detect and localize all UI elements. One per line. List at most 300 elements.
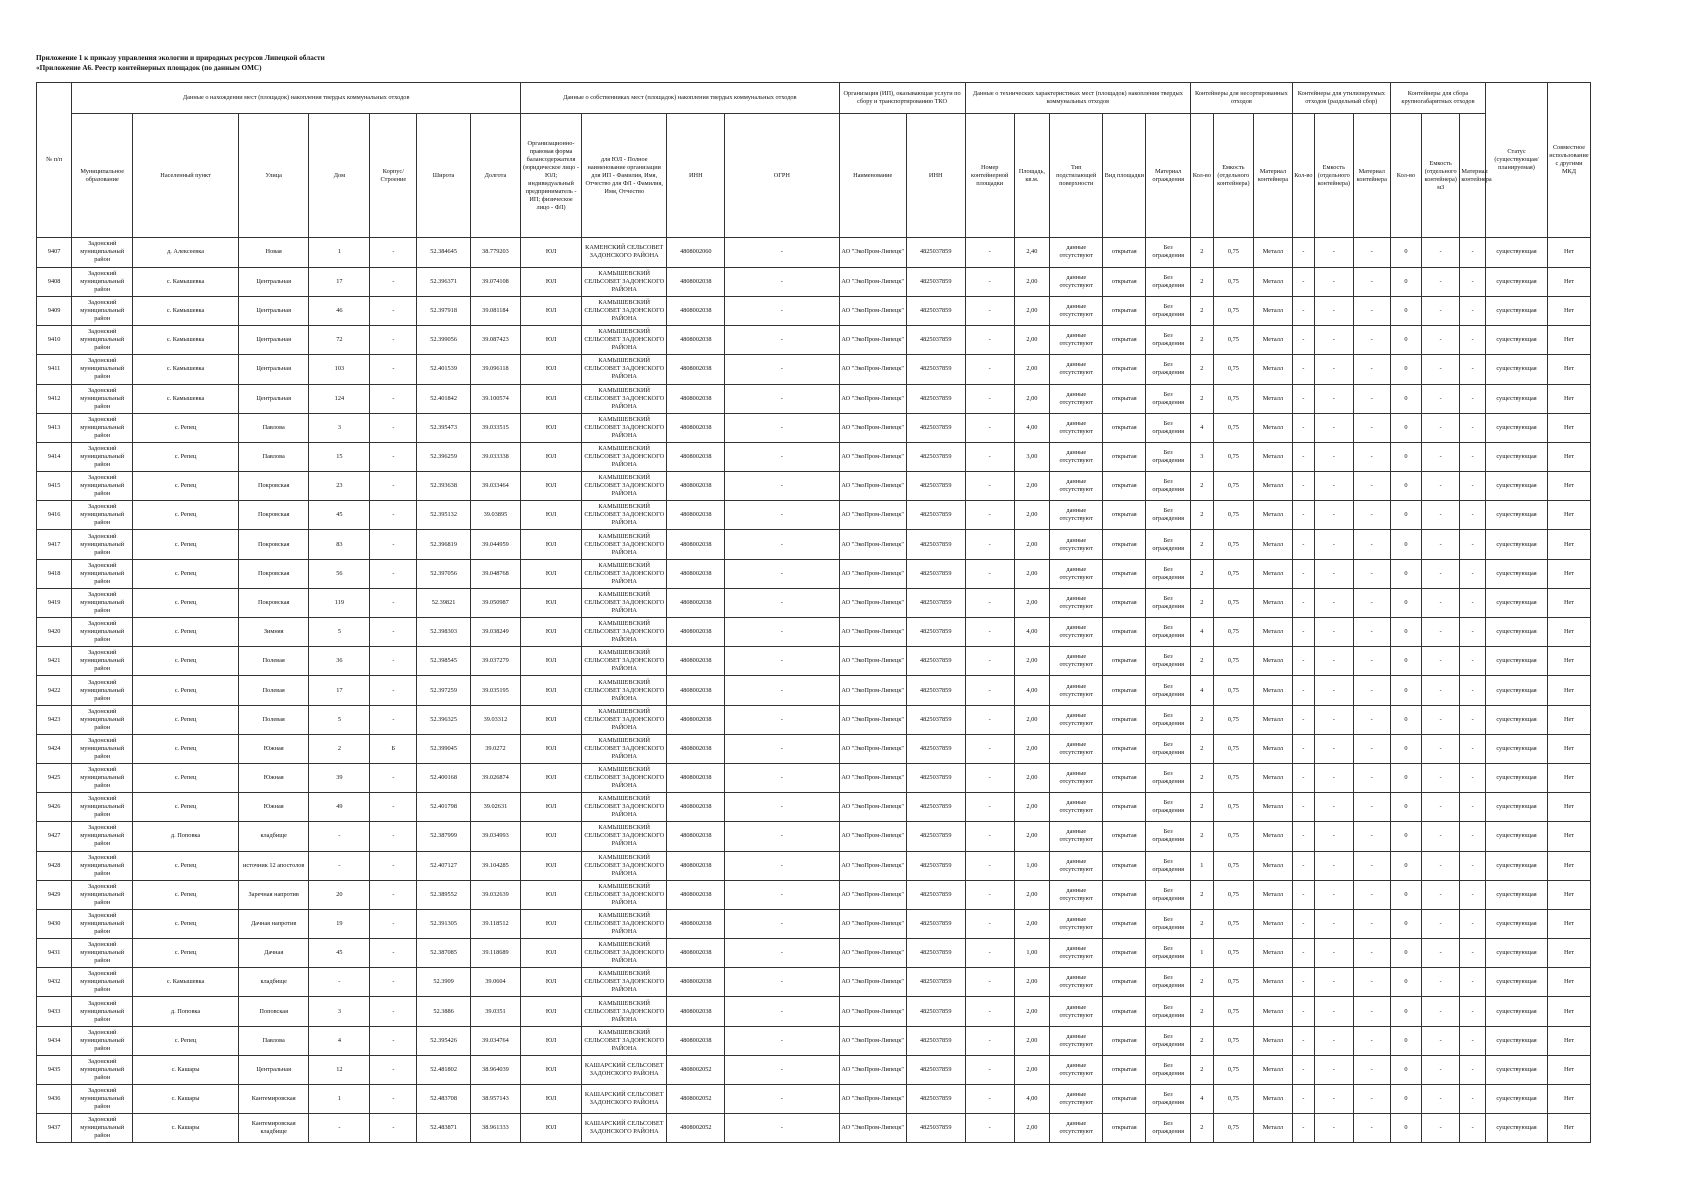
table-cell: Задонский муниципальный район <box>72 997 133 1026</box>
table-cell: - <box>1292 734 1314 763</box>
table-cell: 4 <box>1191 676 1213 705</box>
table-cell: 17 <box>309 676 370 705</box>
table-cell: Нет <box>1548 1114 1591 1143</box>
table-row <box>37 296 1591 325</box>
table-cell: открытая <box>1103 501 1146 530</box>
table-cell: Металл <box>1254 676 1292 705</box>
table-cell: 3 <box>309 997 370 1026</box>
table-cell: Металл <box>1254 997 1292 1026</box>
table-cell: - <box>1460 1026 1486 1055</box>
table-cell: с. Репец <box>133 530 239 559</box>
table-cell: АО "ЭкоПром-Липецк" <box>839 296 906 325</box>
table-cell: 9409 <box>37 296 72 325</box>
table-cell: АО "ЭкоПром-Липецк" <box>839 530 906 559</box>
table-cell: 0,75 <box>1213 793 1254 822</box>
table-cell: КАМЫШЕВСКИЙ СЕЛЬСОВЕТ ЗАДОНСКОГО РАЙОНА <box>581 384 666 413</box>
table-cell: Нет <box>1548 296 1591 325</box>
table-cell: - <box>1292 296 1314 325</box>
table-cell: 4825037859 <box>906 326 965 355</box>
table-cell: - <box>1292 326 1314 355</box>
table-cell: Задонский муниципальный район <box>72 1085 133 1114</box>
table-cell: - <box>1460 1085 1486 1114</box>
table-cell: 2 <box>1191 968 1213 997</box>
table-cell: - <box>725 647 839 676</box>
table-cell: - <box>370 413 417 442</box>
table-row <box>37 734 1591 763</box>
column-header: Организационно-правовая форма балансодержателя (юридическое лицо - ЮЛ; индивидуальный предприниматель - ИП; физическое лицо - ФЛ) <box>521 114 582 238</box>
table-cell: АО "ЭкоПром-Липецк" <box>839 909 906 938</box>
table-cell: с. Репец <box>133 559 239 588</box>
table-cell: Без ограждения <box>1146 1026 1191 1055</box>
table-cell: 39.03895 <box>470 501 520 530</box>
table-cell: - <box>1315 384 1353 413</box>
table-cell: 0,75 <box>1213 1085 1254 1114</box>
table-cell: 9411 <box>37 355 72 384</box>
table-cell: - <box>370 530 417 559</box>
table-cell: - <box>309 851 370 880</box>
table-cell: 0,75 <box>1213 705 1254 734</box>
table-cell: Задонский муниципальный район <box>72 296 133 325</box>
table-cell: 9419 <box>37 588 72 617</box>
table-cell: с. Камышевка <box>133 384 239 413</box>
table-cell: - <box>1353 939 1390 968</box>
table-cell: 2 <box>1191 705 1213 734</box>
col-shared-use: Совместное использование с другими МКД <box>1548 83 1591 238</box>
table-cell: 0,75 <box>1213 968 1254 997</box>
table-cell: Нет <box>1548 530 1591 559</box>
column-header: для ЮЛ - Полное наименование организации для ИП - Фамилия, Имя, Отчество для ФЛ - Фамилия, Имя, Отчество <box>581 114 666 238</box>
table-cell: - <box>725 909 839 938</box>
table-cell: 39.074108 <box>470 267 520 296</box>
table-cell: 4808002038 <box>667 413 725 442</box>
table-cell: открытая <box>1103 705 1146 734</box>
table-cell: 4808002060 <box>667 238 725 268</box>
table-cell: 0 <box>1390 1055 1421 1084</box>
table-cell: 39.096118 <box>470 355 520 384</box>
table-cell: открытая <box>1103 647 1146 676</box>
table-cell: 4808002038 <box>667 296 725 325</box>
table-cell: 52.395426 <box>417 1026 470 1055</box>
table-cell: существующая <box>1486 501 1548 530</box>
column-header: Долгота <box>470 114 520 238</box>
table-cell: существующая <box>1486 1114 1548 1143</box>
table-cell: - <box>370 618 417 647</box>
table-cell: Нет <box>1548 997 1591 1026</box>
table-cell: - <box>370 676 417 705</box>
table-cell: АО "ЭкоПром-Липецк" <box>839 763 906 792</box>
table-cell: с. Репец <box>133 442 239 471</box>
table-cell: 4808002038 <box>667 326 725 355</box>
table-cell: существующая <box>1486 1026 1548 1055</box>
table-cell: данные отсутствуют <box>1050 442 1103 471</box>
table-cell: ЮЛ <box>521 676 582 705</box>
table-cell: 52.396325 <box>417 705 470 734</box>
table-cell: 52.39821 <box>417 588 470 617</box>
table-cell: - <box>725 559 839 588</box>
table-cell: 39.032639 <box>470 880 520 909</box>
table-cell: Без ограждения <box>1146 588 1191 617</box>
table-cell: 39.0272 <box>470 734 520 763</box>
table-cell: - <box>370 1026 417 1055</box>
table-cell: - <box>1353 997 1390 1026</box>
table-cell: 4825037859 <box>906 238 965 268</box>
table-cell: 52.389552 <box>417 880 470 909</box>
table-cell: - <box>1421 559 1459 588</box>
table-cell: КАМЫШЕВСКИЙ СЕЛЬСОВЕТ ЗАДОНСКОГО РАЙОНА <box>581 997 666 1026</box>
table-cell: 4825037859 <box>906 1085 965 1114</box>
table-cell: 2,00 <box>1014 355 1049 384</box>
table-cell: Задонский муниципальный район <box>72 734 133 763</box>
column-header: Емкость (отдельного контейнера) <box>1315 114 1353 238</box>
table-cell: 4,00 <box>1014 1085 1049 1114</box>
table-cell: Металл <box>1254 1114 1292 1143</box>
table-cell: существующая <box>1486 734 1548 763</box>
table-row <box>37 793 1591 822</box>
table-cell: - <box>725 880 839 909</box>
table-cell: АО "ЭкоПром-Липецк" <box>839 997 906 1026</box>
table-cell: Металл <box>1254 1085 1292 1114</box>
table-cell: 0 <box>1390 822 1421 851</box>
table-cell: Без ограждения <box>1146 530 1191 559</box>
table-cell: данные отсутствуют <box>1050 968 1103 997</box>
table-cell: - <box>1292 676 1314 705</box>
table-cell: 4808002038 <box>667 705 725 734</box>
table-cell: данные отсутствуют <box>1050 384 1103 413</box>
table-cell: 0,75 <box>1213 530 1254 559</box>
table-cell: - <box>1315 588 1353 617</box>
table-cell: существующая <box>1486 559 1548 588</box>
table-cell: Нет <box>1548 909 1591 938</box>
table-cell: 0 <box>1390 763 1421 792</box>
table-cell: 2 <box>1191 909 1213 938</box>
table-cell: Задонский муниципальный район <box>72 1026 133 1055</box>
table-cell: - <box>725 939 839 968</box>
table-cell: Металл <box>1254 647 1292 676</box>
table-cell: 52.397056 <box>417 559 470 588</box>
table-cell: Без ограждения <box>1146 793 1191 822</box>
table-cell: 39.044959 <box>470 530 520 559</box>
table-cell: Металл <box>1254 618 1292 647</box>
table-cell: - <box>1315 997 1353 1026</box>
table-cell: 0 <box>1390 559 1421 588</box>
table-row <box>37 559 1591 588</box>
table-cell: Без ограждения <box>1146 647 1191 676</box>
table-cell: Металл <box>1254 705 1292 734</box>
table-cell: 4808002038 <box>667 472 725 501</box>
table-cell: открытая <box>1103 793 1146 822</box>
table-cell: открытая <box>1103 355 1146 384</box>
table-cell: 4825037859 <box>906 880 965 909</box>
table-cell: открытая <box>1103 296 1146 325</box>
table-cell: 9433 <box>37 997 72 1026</box>
table-cell: 9413 <box>37 413 72 442</box>
table-cell: - <box>1292 939 1314 968</box>
table-cell: 2 <box>1191 559 1213 588</box>
table-cell: Металл <box>1254 909 1292 938</box>
table-cell: - <box>1353 384 1390 413</box>
table-cell: 9426 <box>37 793 72 822</box>
table-cell: Зимняя <box>238 618 309 647</box>
table-cell: - <box>1353 909 1390 938</box>
table-cell: 52.393638 <box>417 472 470 501</box>
table-cell: - <box>725 588 839 617</box>
table-cell: - <box>1353 705 1390 734</box>
table-cell: 52.387085 <box>417 939 470 968</box>
table-cell: Нет <box>1548 1055 1591 1084</box>
table-cell: Нет <box>1548 939 1591 968</box>
table-cell: существующая <box>1486 997 1548 1026</box>
column-header: Населенный пункт <box>133 114 239 238</box>
table-cell: 2,00 <box>1014 880 1049 909</box>
table-cell: 39 <box>309 763 370 792</box>
table-cell: - <box>1421 968 1459 997</box>
table-cell: - <box>1292 530 1314 559</box>
table-cell: существующая <box>1486 968 1548 997</box>
table-cell: 0,75 <box>1213 442 1254 471</box>
table-cell: - <box>1292 647 1314 676</box>
table-cell: 0 <box>1390 997 1421 1026</box>
table-cell: - <box>1421 267 1459 296</box>
table-cell: 9418 <box>37 559 72 588</box>
table-cell: данные отсутствуют <box>1050 267 1103 296</box>
table-cell: 2 <box>1191 472 1213 501</box>
table-cell: ЮЛ <box>521 326 582 355</box>
table-cell: - <box>1353 326 1390 355</box>
table-cell: 9408 <box>37 267 72 296</box>
table-cell: 2 <box>1191 880 1213 909</box>
table-cell: Нет <box>1548 326 1591 355</box>
table-cell: 2,00 <box>1014 472 1049 501</box>
table-cell: Металл <box>1254 238 1292 268</box>
table-cell: 2,00 <box>1014 296 1049 325</box>
table-cell: - <box>1292 588 1314 617</box>
table-cell: Без ограждения <box>1146 355 1191 384</box>
table-cell: - <box>370 647 417 676</box>
table-cell: Б <box>370 734 417 763</box>
table-cell: с. Репец <box>133 1026 239 1055</box>
table-cell: - <box>1421 384 1459 413</box>
table-cell: - <box>1353 618 1390 647</box>
table-cell: КАМЫШЕВСКИЙ СЕЛЬСОВЕТ ЗАДОНСКОГО РАЙОНА <box>581 822 666 851</box>
table-cell: 0,75 <box>1213 880 1254 909</box>
table-cell: - <box>725 384 839 413</box>
table-cell: Дачная <box>238 939 309 968</box>
table-cell: 2,40 <box>1014 238 1049 268</box>
table-cell: 39.050987 <box>470 588 520 617</box>
table-cell: 46 <box>309 296 370 325</box>
table-cell: - <box>725 296 839 325</box>
table-cell: - <box>1315 442 1353 471</box>
table-cell: КАМЫШЕВСКИЙ СЕЛЬСОВЕТ ЗАДОНСКОГО РАЙОНА <box>581 326 666 355</box>
table-cell: - <box>1315 939 1353 968</box>
table-cell: 15 <box>309 442 370 471</box>
table-cell: 0 <box>1390 1026 1421 1055</box>
table-cell: 4808002038 <box>667 355 725 384</box>
table-cell: Без ограждения <box>1146 618 1191 647</box>
table-cell: - <box>725 793 839 822</box>
table-cell: 0,75 <box>1213 647 1254 676</box>
table-cell: Центральная <box>238 326 309 355</box>
table-cell: КАШАРСКИЙ СЕЛЬСОВЕТ ЗАДОНСКОГО РАЙОНА <box>581 1085 666 1114</box>
table-cell: Павлова <box>238 442 309 471</box>
table-cell: Покровская <box>238 559 309 588</box>
table-cell: Металл <box>1254 939 1292 968</box>
table-cell: открытая <box>1103 442 1146 471</box>
table-cell: Металл <box>1254 296 1292 325</box>
table-cell: 5 <box>309 618 370 647</box>
table-cell: ЮЛ <box>521 267 582 296</box>
table-row <box>37 238 1591 268</box>
table-cell: 39.118512 <box>470 909 520 938</box>
table-cell: - <box>965 355 1014 384</box>
table-cell: ЮЛ <box>521 822 582 851</box>
table-cell: 0 <box>1390 1114 1421 1143</box>
table-cell: Нет <box>1548 238 1591 268</box>
table-cell: АО "ЭкоПром-Липецк" <box>839 822 906 851</box>
table-cell: существующая <box>1486 355 1548 384</box>
table-cell: 39.048768 <box>470 559 520 588</box>
table-cell: - <box>725 1085 839 1114</box>
table-cell: - <box>1292 238 1314 268</box>
column-header: Тип подстилающей поверхности <box>1050 114 1103 238</box>
table-cell: - <box>725 501 839 530</box>
table-cell: 52.397259 <box>417 676 470 705</box>
column-header: Материал ограждения <box>1146 114 1191 238</box>
table-cell: Без ограждения <box>1146 501 1191 530</box>
table-cell: - <box>370 472 417 501</box>
table-cell: Кантемировская кладбище <box>238 1114 309 1143</box>
table-cell: АО "ЭкоПром-Липецк" <box>839 793 906 822</box>
table-cell: 52.399045 <box>417 734 470 763</box>
table-cell: Полевая <box>238 676 309 705</box>
table-cell: Нет <box>1548 968 1591 997</box>
table-cell: 0,75 <box>1213 559 1254 588</box>
table-cell: - <box>1421 647 1459 676</box>
table-cell: Центральная <box>238 355 309 384</box>
table-cell: Заречная напротив <box>238 880 309 909</box>
table-cell: - <box>1292 1085 1314 1114</box>
table-cell: - <box>1421 880 1459 909</box>
table-cell: 0 <box>1390 793 1421 822</box>
table-cell: - <box>1460 267 1486 296</box>
table-cell: 38.779203 <box>470 238 520 268</box>
table-cell: 4808002038 <box>667 968 725 997</box>
table-cell: - <box>1315 238 1353 268</box>
table-cell: Без ограждения <box>1146 822 1191 851</box>
table-cell: Нет <box>1548 472 1591 501</box>
table-cell: 52.399056 <box>417 326 470 355</box>
table-cell: - <box>1315 296 1353 325</box>
table-cell: открытая <box>1103 618 1146 647</box>
table-cell: - <box>1421 939 1459 968</box>
table-cell: ЮЛ <box>521 588 582 617</box>
table-cell: 2 <box>1191 647 1213 676</box>
table-cell: открытая <box>1103 968 1146 997</box>
table-cell: АО "ЭкоПром-Липецк" <box>839 880 906 909</box>
table-cell: 0 <box>1390 647 1421 676</box>
table-cell: - <box>725 676 839 705</box>
table-row <box>37 267 1591 296</box>
table-cell: АО "ЭкоПром-Липецк" <box>839 734 906 763</box>
group-bulky-containers: Контейнеры для сбора крупногабаритных отходов <box>1390 83 1485 114</box>
table-cell: - <box>370 705 417 734</box>
table-cell: - <box>1353 238 1390 268</box>
table-cell: - <box>1292 472 1314 501</box>
table-cell: - <box>370 968 417 997</box>
table-cell: 9427 <box>37 822 72 851</box>
table-cell: Павлова <box>238 413 309 442</box>
table-cell: АО "ЭкоПром-Липецк" <box>839 413 906 442</box>
table-cell: - <box>965 588 1014 617</box>
table-cell: 9428 <box>37 851 72 880</box>
table-cell: Задонский муниципальный район <box>72 238 133 268</box>
group-carrier: Организация (ИП), оказывающая услуги по сбору и транспортированию ТКО <box>839 83 965 114</box>
table-cell: 52.400168 <box>417 763 470 792</box>
table-cell: 4808002038 <box>667 501 725 530</box>
table-cell: 5 <box>309 705 370 734</box>
table-cell: - <box>309 968 370 997</box>
table-cell: ЮЛ <box>521 763 582 792</box>
table-cell: существующая <box>1486 647 1548 676</box>
table-cell: Без ограждения <box>1146 442 1191 471</box>
table-cell: с. Камышевка <box>133 267 239 296</box>
column-header: Материал контейнера <box>1353 114 1390 238</box>
table-cell: - <box>1353 822 1390 851</box>
table-cell: 2 <box>1191 238 1213 268</box>
table-cell: 45 <box>309 501 370 530</box>
table-cell: 2 <box>1191 763 1213 792</box>
table-cell: 2 <box>1191 1055 1213 1084</box>
table-cell: 4825037859 <box>906 647 965 676</box>
table-row <box>37 939 1591 968</box>
table-cell: 0 <box>1390 588 1421 617</box>
table-cell: открытая <box>1103 326 1146 355</box>
table-cell: - <box>1421 763 1459 792</box>
table-cell: 4825037859 <box>906 559 965 588</box>
table-cell: Поповская <box>238 997 309 1026</box>
table-cell: 39.033464 <box>470 472 520 501</box>
table-cell: открытая <box>1103 676 1146 705</box>
table-cell: 2,00 <box>1014 559 1049 588</box>
table-cell: - <box>1421 326 1459 355</box>
table-cell: - <box>1421 296 1459 325</box>
table-cell: КАМЫШЕВСКИЙ СЕЛЬСОВЕТ ЗАДОНСКОГО РАЙОНА <box>581 763 666 792</box>
table-cell: КАМЕНСКИЙ СЕЛЬСОВЕТ ЗАДОНСКОГО РАЙОНА <box>581 238 666 268</box>
table-cell: 9414 <box>37 442 72 471</box>
table-cell: 39.035195 <box>470 676 520 705</box>
table-cell: 4808002038 <box>667 1026 725 1055</box>
table-cell: КАМЫШЕВСКИЙ СЕЛЬСОВЕТ ЗАДОНСКОГО РАЙОНА <box>581 501 666 530</box>
table-cell: ЮЛ <box>521 1085 582 1114</box>
table-cell: - <box>1315 880 1353 909</box>
table-cell: 4808002038 <box>667 939 725 968</box>
table-cell: Нет <box>1548 763 1591 792</box>
table-cell: Без ограждения <box>1146 326 1191 355</box>
table-cell: 4825037859 <box>906 909 965 938</box>
table-cell: открытая <box>1103 384 1146 413</box>
table-cell: - <box>725 705 839 734</box>
table-cell: открытая <box>1103 472 1146 501</box>
table-row <box>37 442 1591 471</box>
table-cell: 2,00 <box>1014 501 1049 530</box>
table-cell: - <box>1460 647 1486 676</box>
table-cell: 4825037859 <box>906 588 965 617</box>
table-cell: данные отсутствуют <box>1050 880 1103 909</box>
table-cell: - <box>1292 997 1314 1026</box>
table-cell: - <box>1421 413 1459 442</box>
table-cell: 9420 <box>37 618 72 647</box>
column-header: ОГРН <box>725 114 839 238</box>
